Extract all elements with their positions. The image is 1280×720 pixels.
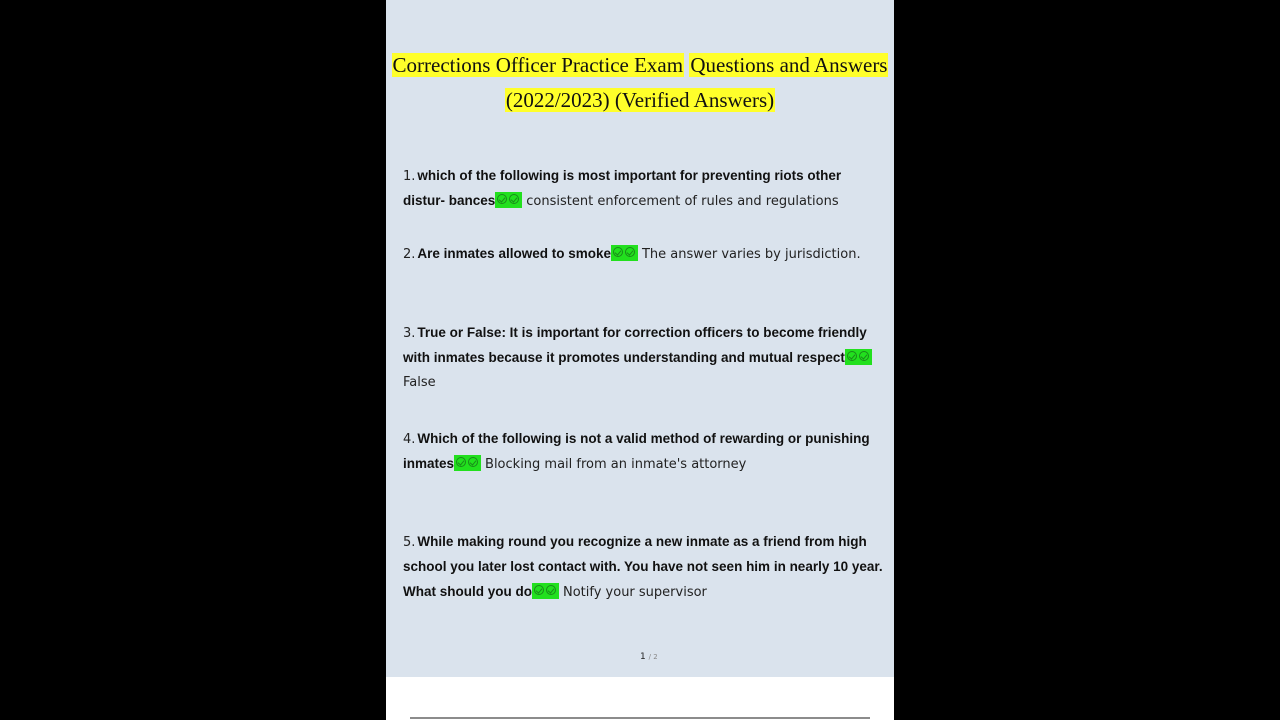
document-title [386,48,894,118]
answer-text: Notify your supervisor [562,585,707,600]
answer-text: The answer varies by jurisdiction. [641,247,861,262]
double-check-icon [845,349,872,365]
question-number: 5. [403,535,416,550]
question-number: 1. [403,169,416,184]
question-5 [403,530,883,605]
page-divider-rule [410,717,870,719]
question-4 [403,427,883,477]
page-2 [386,677,894,720]
document-viewer[interactable] [386,0,894,720]
double-check-icon [495,192,522,208]
question-number: 4. [403,432,416,447]
title-line-1 [386,48,894,83]
question-text: Are inmates allowed to smoke [417,246,611,261]
question-text: While making round you recognize a new inmate as a friend from high school you later lost contact with. You have not seen him in nearly 10 year. What should you do [403,534,883,599]
title-line-2 [386,83,894,118]
question-text: which of the following is most important for preventing riots other distur- bances [403,168,842,208]
title-part-1: Corrections Officer Practice Exam [392,53,684,77]
page-1 [386,0,894,677]
question-number: 3. [403,326,416,341]
question-3 [403,321,883,395]
page-indicator [640,652,658,662]
question-text: True or False: It is important for correction officers to become friendly with inmates because it promotes understanding and mutual respect [403,325,867,365]
page-current: 1 [640,652,646,662]
answer-text: False [403,375,436,390]
question-2 [403,242,883,267]
double-check-icon [532,583,559,599]
page-total: / 2 [648,653,658,661]
title-part-2: Questions and Answers [690,53,888,77]
question-1 [403,164,883,214]
answer-text: consistent enforcement of rules and regulations [526,194,839,209]
question-number: 2. [403,247,416,262]
double-check-icon [611,245,638,261]
question-text: Which of the following is not a valid method of rewarding or punishing inmates [403,431,870,471]
title-part-3: (2022/2023) (Verified Answers) [505,88,775,112]
double-check-icon [454,455,481,471]
answer-text: Blocking mail from an inmate's attorney [485,457,747,472]
